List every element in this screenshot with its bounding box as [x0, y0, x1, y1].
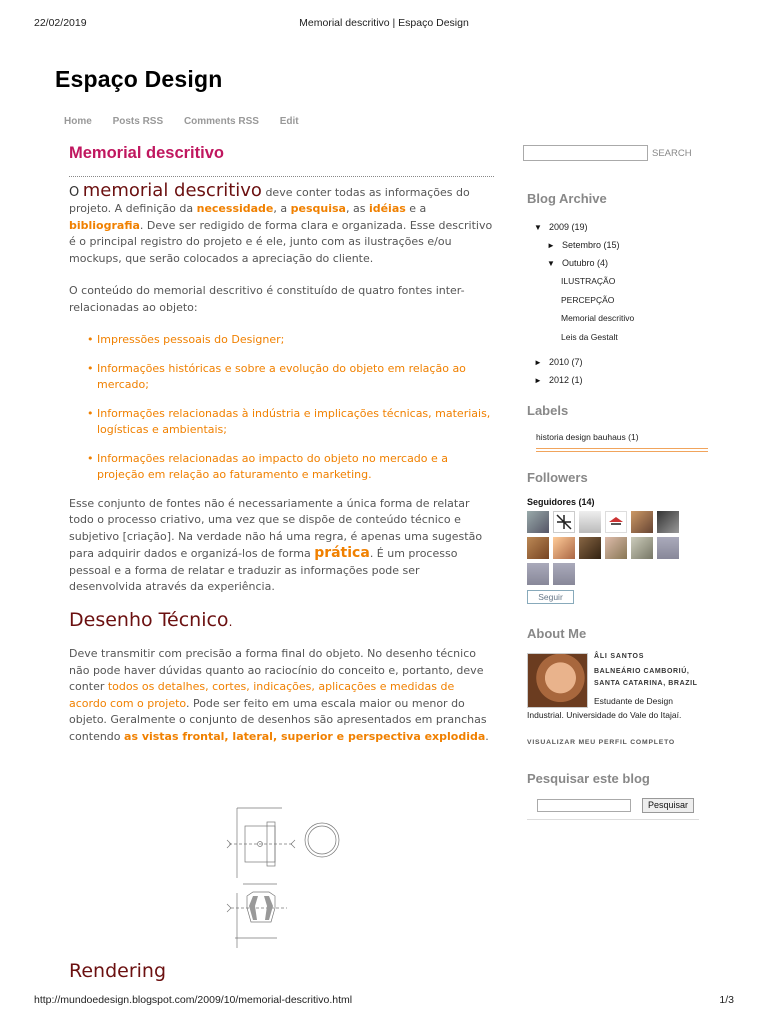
top-search-button[interactable]: SEARCH [652, 147, 692, 159]
archive-year-2009[interactable]: ▼ 2009 (19) [523, 218, 708, 236]
labels-title: Labels [527, 403, 569, 418]
post [69, 145, 494, 761]
archive-post-link[interactable]: Memorial descritivo [561, 313, 635, 323]
top-search-input[interactable] [523, 145, 648, 161]
follower-avatar[interactable] [527, 563, 549, 585]
archive-month-setembro[interactable]: ► Setembro (15) [523, 236, 708, 254]
follower-avatar[interactable] [527, 511, 549, 533]
profile-link[interactable]: VISUALIZAR MEU PERFIL COMPLETO [527, 739, 675, 746]
archive-year-2012[interactable]: ► 2012 (1) [523, 371, 708, 389]
follower-avatar[interactable] [579, 511, 601, 533]
follower-avatar[interactable] [553, 563, 575, 585]
technical-drawing-image[interactable] [217, 798, 347, 948]
post-paragraph-4: Deve transmitir com precisão a forma final do objeto. No desenho técnico não pode haver dúvidas quanto ao raciocínio do conceito e, portanto, deve conter todos os detalhes, cortes, indicações, aplicações e medidas de acordo com o projeto. Pode ser feito em uma escala maior ou menor do objeto. Geralmente o conjunto de desenhos são apresentados em pranchas contendo as vistas frontal, lateral, superior e perspectiva explodida. [69, 647, 489, 743]
archive-month-outubro[interactable]: ▼ Outubro (4) [523, 254, 708, 272]
about-me [523, 653, 708, 763]
print-title: Memorial descritivo | Espaço Design [299, 17, 469, 29]
list-item: • Informações relacionadas ao impacto do objeto no mercado e a projeção em relação ao faturamento e marketing. [87, 451, 494, 484]
sidebar [523, 145, 708, 820]
top-search [523, 145, 708, 161]
label-link[interactable]: historia design bauhaus (1) [536, 428, 708, 449]
top-nav [64, 116, 317, 127]
archive-title: Blog Archive [527, 191, 607, 206]
followers-count: Seguidores (14) [527, 497, 595, 507]
follower-avatar[interactable] [605, 537, 627, 559]
author-bio: Estudante de Design Industrial. Universidade do Vale do Itajaí. [527, 696, 682, 720]
triangle-right-icon[interactable]: ► [534, 375, 542, 385]
search-blog-title: Pesquisar este blog [527, 771, 650, 786]
triangle-right-icon[interactable]: ► [547, 240, 555, 250]
blog-archive [523, 218, 708, 389]
author-name[interactable]: ÂLI SANTOS [594, 653, 645, 660]
nav-comments-rss[interactable]: Comments RSS [183, 116, 259, 127]
heading-rendering: Rendering [69, 960, 167, 982]
blog-search-input[interactable] [537, 799, 631, 812]
follower-avatar[interactable] [605, 511, 627, 533]
follow-button[interactable]: Seguir [527, 590, 574, 604]
follower-avatar[interactable] [657, 537, 679, 559]
labels-divider [536, 451, 708, 452]
follower-avatar[interactable] [553, 511, 575, 533]
list-item: • Impressões pessoais do Designer; [87, 332, 494, 349]
list-item: • Informações relacionadas à indústria e implicações técnicas, materiais, logísticas e ambientais; [87, 406, 494, 439]
triangle-down-icon[interactable]: ▼ [534, 222, 542, 232]
post-separator [69, 176, 494, 177]
author-location: BALNEÁRIO CAMBORIÚ, SANTA CATARINA, BRAZIL [594, 668, 698, 687]
heading-desenho-tecnico: Desenho Técnico. [69, 608, 233, 631]
nav-posts-rss[interactable]: Posts RSS [112, 116, 164, 127]
follower-avatar[interactable] [657, 511, 679, 533]
follower-avatar[interactable] [579, 537, 601, 559]
about-title: About Me [527, 626, 587, 641]
print-page-number: 1/3 [719, 994, 734, 1006]
list-item: • Informações históricas e sobre a evolução do objeto em relação ao mercado; [87, 361, 494, 394]
follower-avatar[interactable] [631, 537, 653, 559]
archive-post-link[interactable]: ILUSTRAÇÃO [561, 276, 616, 286]
archive-year-2010[interactable]: ► 2010 (7) [523, 353, 708, 371]
nav-edit[interactable]: Edit [279, 116, 299, 127]
nav-home[interactable]: Home [64, 116, 92, 127]
follower-avatar[interactable] [631, 511, 653, 533]
search-divider [527, 819, 699, 820]
blog-search-button[interactable]: Pesquisar [642, 798, 694, 813]
triangle-right-icon[interactable]: ► [534, 357, 542, 367]
print-date: 22/02/2019 [34, 17, 87, 29]
post-paragraph-3: Esse conjunto de fontes não é necessariamente a única forma de relatar todo o processo criativo, uma vez que se dispõe de conteúdo técnico e subjetivo [criação]. Na verdade não há uma regra, é apenas uma sugestão para adquirir dados e organizá-los de forma prática. É um processo pessoal e a forma de relatar e traduzir as informações pode ser desenvolvida através da experiência. [69, 496, 483, 593]
blog-search [537, 798, 708, 813]
archive-post-link[interactable]: PERCEPÇÃO [561, 294, 615, 305]
follower-avatar[interactable] [527, 537, 549, 559]
blog-title[interactable]: Espaço Design [55, 66, 223, 92]
follower-avatar[interactable] [553, 537, 575, 559]
term-memorial-descritivo: memorial descritivo [82, 179, 262, 201]
triangle-down-icon[interactable]: ▼ [547, 258, 555, 268]
sources-list [87, 332, 494, 484]
archive-posts [523, 272, 708, 346]
post-paragraph-2: O conteúdo do memorial descritivo é constituído de quatro fontes inter-relacionadas ao objeto: [69, 284, 465, 314]
print-url: http://mundoedesign.blogspot.com/2009/10/memorial-descritivo.html [34, 994, 353, 1006]
followers-grid [527, 511, 692, 589]
followers-title: Followers [527, 470, 588, 485]
post-paragraph-1: O memorial descritivo deve conter todas as informações do projeto. A definição da necessidade, a pesquisa, as idéias e a bibliografia. Deve ser redigido de forma clara e organizada. Esse descritivo é o principal registro do projeto e é ele, junto com as ilustrações e/ou mockups, que serão colocados a apreciação do cliente. [69, 179, 493, 265]
archive-post-link[interactable]: Leis da Gestalt [561, 331, 618, 342]
post-title[interactable]: Memorial descritivo [69, 144, 224, 162]
